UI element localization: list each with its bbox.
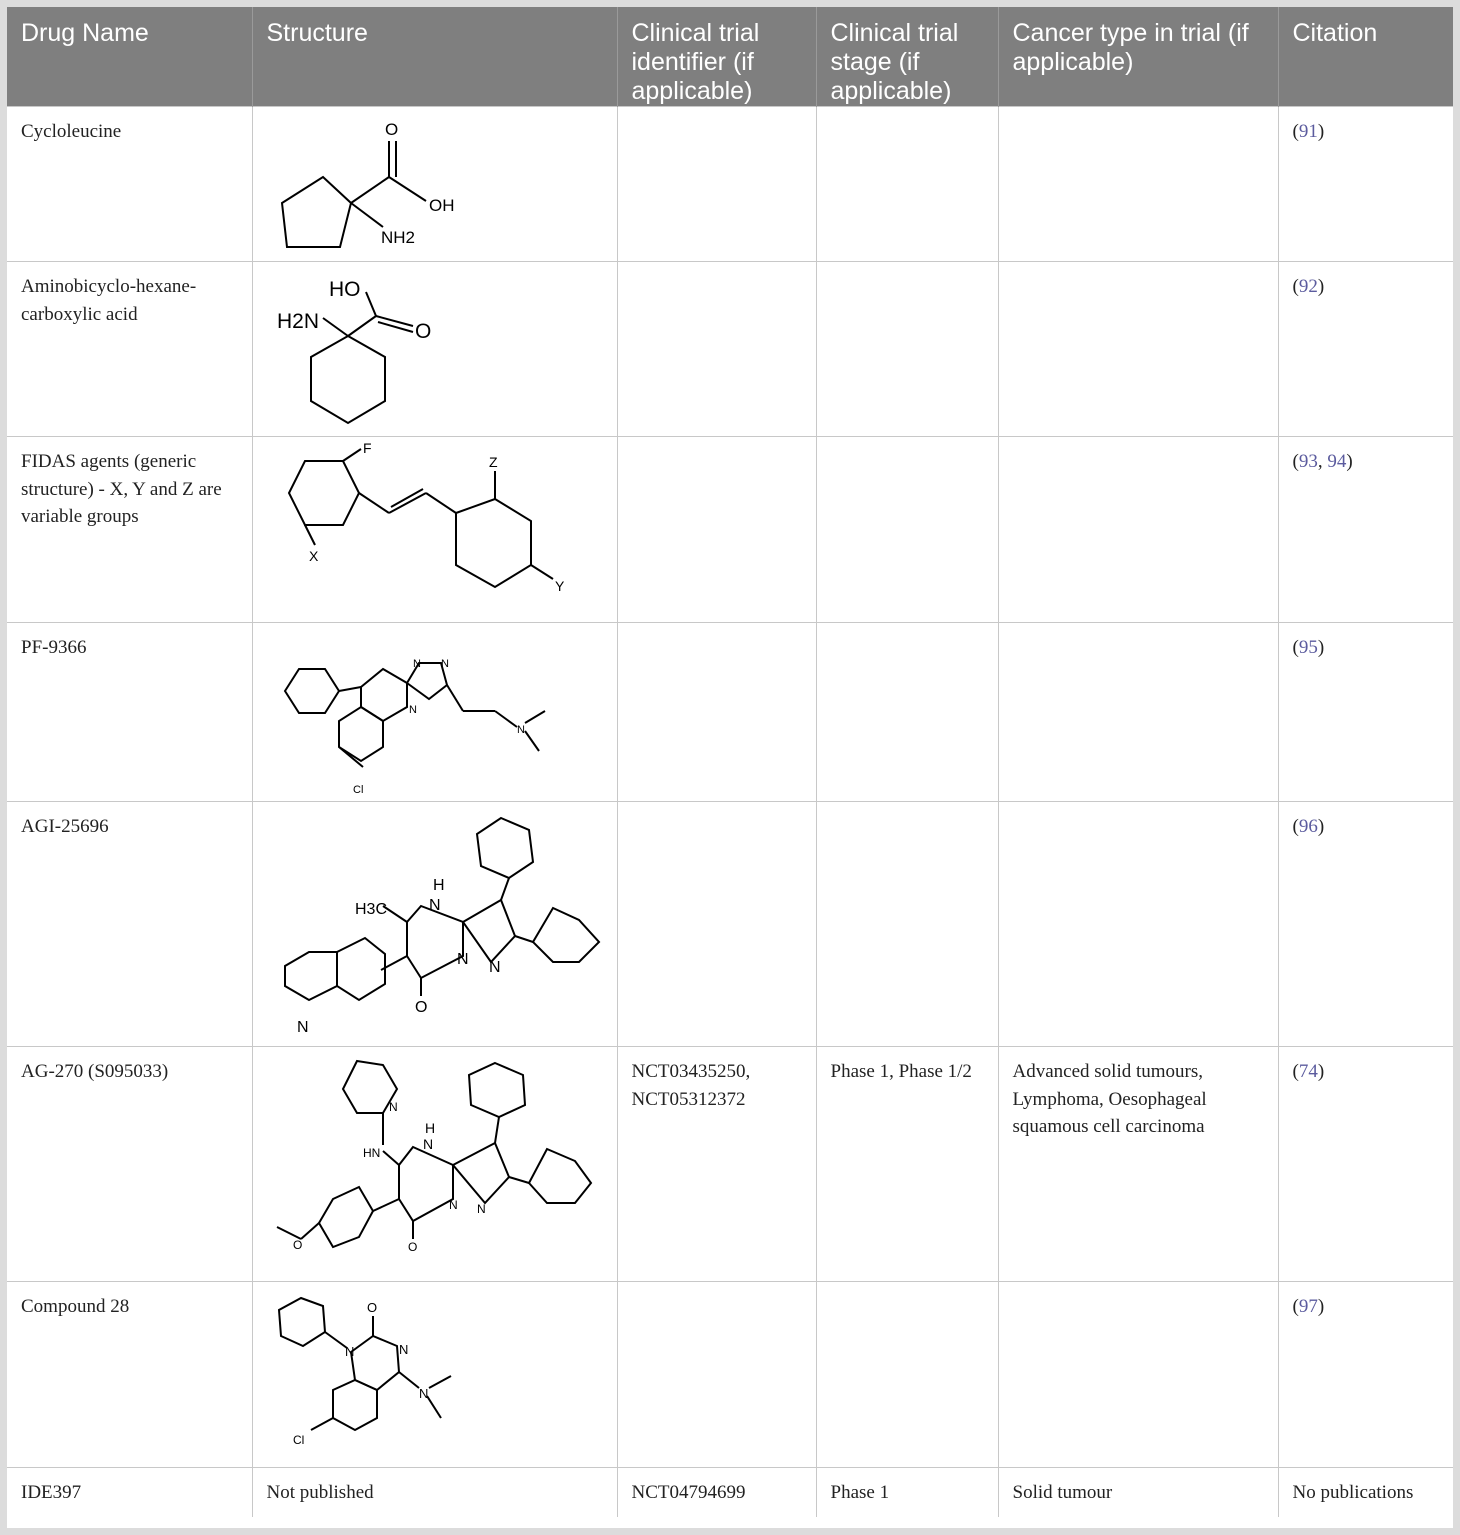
hydrogen-label: H <box>432 877 445 894</box>
structure-cell <box>252 1047 617 1282</box>
nitrogen-label: N <box>476 1202 486 1216</box>
citation-refs: (92) <box>1292 276 1325 297</box>
nitrogen-label: N <box>408 704 417 716</box>
citation-refs: (95) <box>1292 637 1325 658</box>
header-citation: Citation <box>1278 7 1453 107</box>
citation-link[interactable]: 74 <box>1298 1061 1318 1082</box>
structure-cell <box>252 262 617 437</box>
structure-cell <box>252 623 617 802</box>
methoxy-oxygen-label: O <box>292 1238 302 1252</box>
citation <box>1278 107 1453 262</box>
amino-label: NH2 <box>380 228 415 247</box>
citation-refs: (93, 94) <box>1292 451 1353 472</box>
citation <box>1278 802 1453 1047</box>
table-row <box>7 1282 1453 1468</box>
fidas-stilbene-structure-icon <box>263 441 608 619</box>
citation-refs: (96) <box>1292 816 1325 837</box>
cycloleucine-structure-icon <box>263 111 608 257</box>
citation <box>1278 1282 1453 1468</box>
table-row <box>7 262 1453 437</box>
nitrogen-label: N <box>388 1100 398 1114</box>
drug-name: Cycloleucine <box>7 107 252 262</box>
trial-stage <box>816 437 998 623</box>
oxygen-label: O <box>414 999 427 1016</box>
header-row <box>7 7 1453 107</box>
trial-id <box>617 802 816 1047</box>
hydroxyl-label: HO <box>328 278 360 301</box>
citation <box>1278 437 1453 623</box>
trial-id <box>617 107 816 262</box>
trial-stage <box>816 262 998 437</box>
citation-link[interactable]: 92 <box>1298 276 1318 297</box>
trial-id <box>617 623 816 802</box>
citation-refs: (91) <box>1292 121 1325 142</box>
drug-name: IDE397 <box>7 1468 252 1517</box>
structure-cell <box>252 802 617 1047</box>
amine-label: HN <box>362 1146 380 1160</box>
trial-id: NCT04794699 <box>617 1468 816 1517</box>
citation <box>1278 623 1453 802</box>
methyl-label: H3C <box>354 901 387 918</box>
citation-link[interactable]: 97 <box>1298 1296 1318 1317</box>
citation-text: No publications <box>1278 1468 1453 1517</box>
table-row <box>7 623 1453 802</box>
oxygen-label: O <box>414 320 431 343</box>
header-trial-identifier: Clinical trial identifier (if applicable) <box>617 7 816 107</box>
nitrogen-label: N <box>516 724 525 736</box>
cancer-type: Solid tumour <box>998 1468 1278 1517</box>
citation-refs: (97) <box>1292 1296 1325 1317</box>
structure-cell <box>252 437 617 623</box>
table-row <box>7 1468 1453 1517</box>
table-row <box>7 1047 1453 1282</box>
drug-name: AG-270 (S095033) <box>7 1047 252 1282</box>
oxygen-label: O <box>407 1240 417 1254</box>
nitrogen-label: N <box>296 1019 309 1036</box>
oxygen-label: O <box>384 120 398 139</box>
citation-link[interactable]: 95 <box>1298 637 1318 658</box>
drug-name: Compound 28 <box>7 1282 252 1468</box>
nitrogen-label: N <box>488 959 501 976</box>
drug-name: PF-9366 <box>7 623 252 802</box>
table-frame <box>7 7 1453 1528</box>
nitrogen-label: N <box>412 658 421 670</box>
y-group-label: Y <box>554 578 564 594</box>
agi-25696-structure-icon <box>263 806 608 1042</box>
trial-id <box>617 262 816 437</box>
citation <box>1278 262 1453 437</box>
drug-name: FIDAS agents (generic structure) - X, Y and Z are variable groups <box>7 437 252 623</box>
header-drug-name: Drug Name <box>7 7 252 107</box>
cancer-type <box>998 437 1278 623</box>
trial-stage <box>816 623 998 802</box>
cancer-type <box>998 802 1278 1047</box>
citation-refs: (74) <box>1292 1061 1325 1082</box>
chlorine-label: Cl <box>352 784 363 796</box>
nitrogen-label: N <box>448 1198 458 1212</box>
trial-stage <box>816 1282 998 1468</box>
structure-cell <box>252 1282 617 1468</box>
x-group-label: X <box>308 548 318 564</box>
table-row <box>7 802 1453 1047</box>
nitrogen-label: N <box>344 1344 354 1359</box>
nitrogen-label: N <box>398 1342 408 1357</box>
citation-link[interactable]: 93 <box>1298 451 1318 472</box>
trial-id <box>617 437 816 623</box>
nitrogen-label: N <box>428 897 441 914</box>
trial-id: NCT03435250, NCT05312372 <box>617 1047 816 1282</box>
trial-stage: Phase 1, Phase 1/2 <box>816 1047 998 1282</box>
structure-text: Not published <box>252 1468 617 1517</box>
fluorine-label: F <box>362 441 372 456</box>
oxygen-label: O <box>366 1300 377 1315</box>
structure-cell <box>252 107 617 262</box>
hydrogen-label: H <box>424 1120 435 1136</box>
ag-270-structure-icon <box>263 1051 608 1277</box>
table-row <box>7 437 1453 623</box>
header-trial-stage: Clinical trial stage (if applicable) <box>816 7 998 107</box>
trial-id <box>617 1282 816 1468</box>
table-row <box>7 107 1453 262</box>
aminocyclohexane-carboxylic-acid-structure-icon <box>263 266 608 434</box>
header-structure: Structure <box>252 7 617 107</box>
drug-name: AGI-25696 <box>7 802 252 1047</box>
citation-link[interactable]: 91 <box>1298 121 1318 142</box>
drug-table <box>7 7 1453 1517</box>
drug-name: Aminobicyclo-hexane-carboxylic acid <box>7 262 252 437</box>
cancer-type: Advanced solid tumours, Lymphoma, Oesophageal squamous cell carcinoma <box>998 1047 1278 1282</box>
cancer-type <box>998 262 1278 437</box>
nitrogen-label: N <box>456 951 469 968</box>
trial-stage: Phase 1 <box>816 1468 998 1517</box>
header-cancer-type: Cancer type in trial (if applicable) <box>998 7 1278 107</box>
pf-9366-structure-icon <box>263 627 608 799</box>
hydroxyl-label: OH <box>428 196 454 215</box>
cancer-type <box>998 107 1278 262</box>
nitrogen-label: N <box>418 1386 428 1401</box>
trial-stage <box>816 802 998 1047</box>
nitrogen-label: N <box>440 658 449 670</box>
chlorine-label: Cl <box>292 1433 304 1447</box>
z-group-label: Z <box>488 454 498 470</box>
citation-link[interactable]: 94 <box>1327 451 1347 472</box>
trial-stage <box>816 107 998 262</box>
nitrogen-label: N <box>422 1136 433 1152</box>
cancer-type <box>998 1282 1278 1468</box>
cancer-type <box>998 623 1278 802</box>
compound-28-structure-icon <box>263 1286 608 1464</box>
citation <box>1278 1047 1453 1282</box>
amine-label: H2N <box>276 310 319 333</box>
citation-link[interactable]: 96 <box>1298 816 1318 837</box>
